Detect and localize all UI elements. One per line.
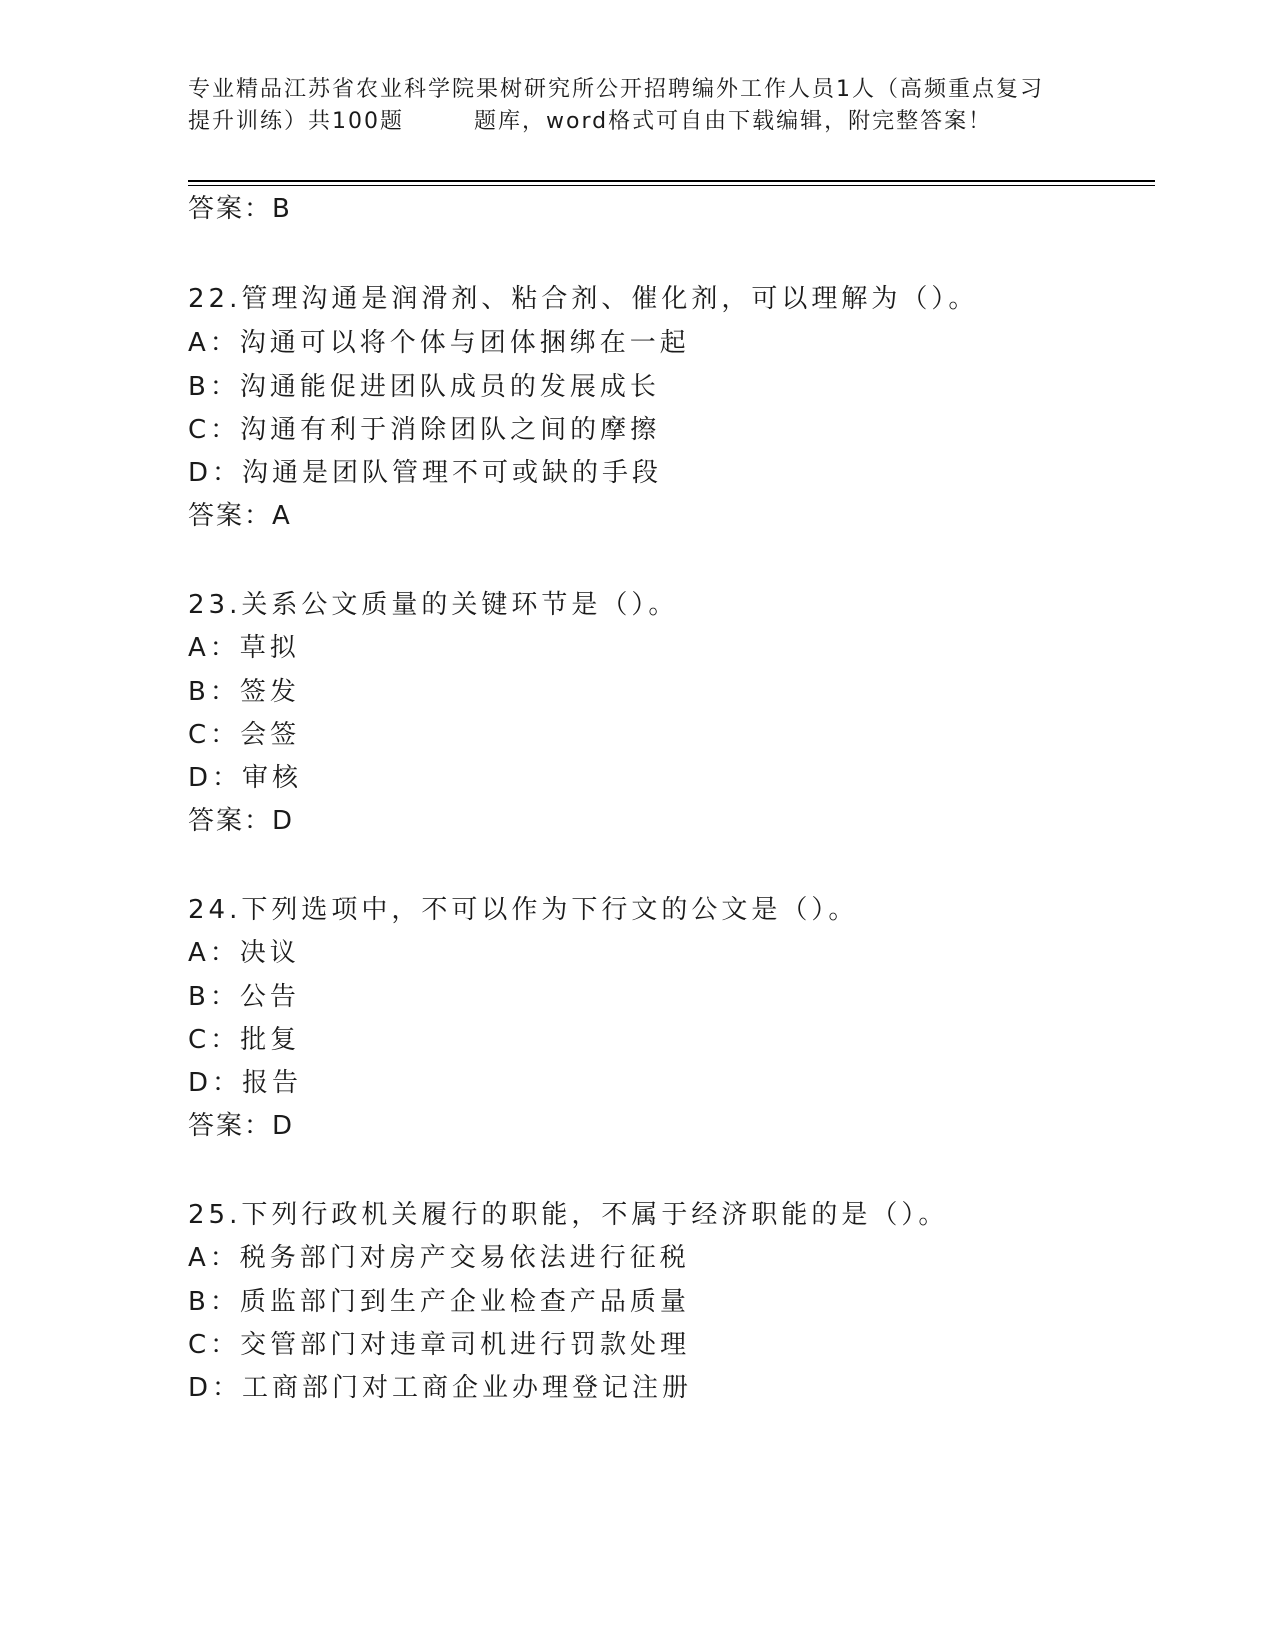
option-c: C：批复 (188, 1025, 301, 1055)
question-stem: 22.管理沟通是润滑剂、粘合剂、催化剂，可以理解为（）。 (188, 284, 979, 314)
header-title-line2 (188, 106, 1088, 138)
header-title-line2-left: 提升训练）共100题 (188, 109, 404, 134)
option-b: B：签发 (188, 677, 300, 707)
option-c: C：沟通有利于消除团队之间的摩擦 (188, 415, 661, 445)
option-d: D：报告 (188, 1068, 303, 1098)
option-c: C：会签 (188, 720, 301, 750)
header-divider-thin (188, 185, 1155, 186)
option-a: A：沟通可以将个体与团体捆绑在一起 (188, 328, 690, 358)
option-c: C：交管部门对违章司机进行罚款处理 (188, 1330, 691, 1360)
page-header (188, 74, 1088, 138)
option-b: B：质监部门到生产企业检查产品质量 (188, 1287, 690, 1317)
option-b: B：公告 (188, 982, 300, 1012)
option-d: D：审核 (188, 763, 303, 793)
answer: 答案：D (188, 1111, 295, 1141)
header-divider-thick (188, 180, 1155, 182)
option-a: A：税务部门对房产交易依法进行征税 (188, 1243, 690, 1273)
option-a: A：草拟 (188, 633, 300, 663)
header-title-line1: 专业精品江苏省农业科学院果树研究所公开招聘编外工作人员1人（高频重点复习 (188, 77, 1044, 102)
option-d: D：沟通是团队管理不可或缺的手段 (188, 458, 663, 488)
header-title-line2-right: 题库，word格式可自由下载编辑，附完整答案！ (474, 109, 993, 134)
answer: 答案：A (188, 501, 292, 531)
answer: 答案：D (188, 806, 295, 836)
option-a: A：决议 (188, 938, 300, 968)
question-stem: 25.下列行政机关履行的职能，不属于经济职能的是（）。 (188, 1200, 949, 1230)
question-stem: 24.下列选项中，不可以作为下行文的公文是（）。 (188, 895, 859, 925)
previous-answer: 答案：B (188, 194, 292, 224)
option-d: D：工商部门对工商企业办理登记注册 (188, 1373, 693, 1403)
option-b: B：沟通能促进团队成员的发展成长 (188, 372, 660, 402)
question-stem: 23.关系公文质量的关键环节是（）。 (188, 590, 679, 620)
